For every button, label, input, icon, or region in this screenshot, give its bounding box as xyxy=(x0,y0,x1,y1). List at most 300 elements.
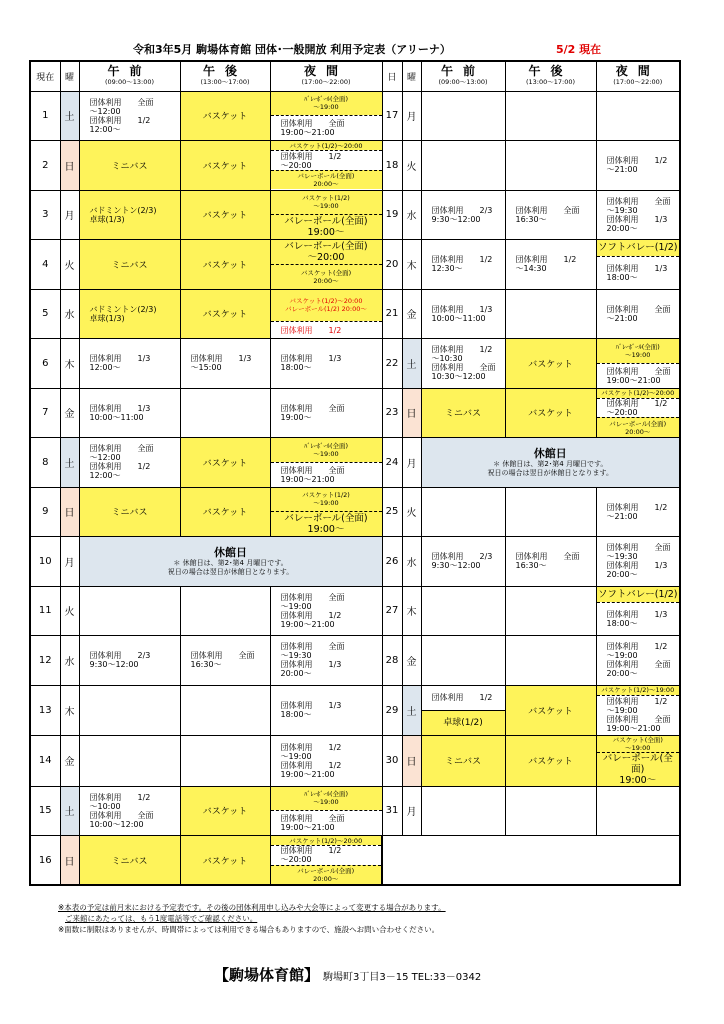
evening-slot-line: 19:00～21:00 xyxy=(280,128,335,138)
header-night-label: 夜間 xyxy=(303,64,348,79)
afternoon-slot xyxy=(180,438,270,488)
evening-slot-entry xyxy=(271,462,382,487)
evening-slot-line: 19:00～21:00 xyxy=(280,474,335,484)
afternoon-slot-content xyxy=(181,686,270,735)
morning-slot-content xyxy=(422,587,505,636)
weekday: 水 xyxy=(402,190,421,240)
evening-slot-line: バレーボール(全面) xyxy=(297,866,355,875)
evening-slot-content xyxy=(271,438,382,487)
evening-slot-line: 団体利用 1/2 xyxy=(606,399,668,409)
evening-slot-entry xyxy=(271,636,382,685)
evening-slot-content xyxy=(597,240,680,289)
evening-slot-line: 19:00～ xyxy=(619,774,657,786)
evening-slot-line: バスケット(1/2)～20:00 xyxy=(601,389,675,398)
evening-slot-content xyxy=(597,686,680,735)
afternoon-slot-content xyxy=(181,736,270,786)
morning-slot-content xyxy=(422,686,505,735)
day-number: 5 xyxy=(30,289,60,339)
evening-slot-line: 20:00～ xyxy=(280,669,312,679)
evening-slot-entry xyxy=(271,191,382,215)
evening-slot-line: バスケット(1/2) xyxy=(302,194,350,203)
afternoon-slot-content xyxy=(506,736,596,786)
evening-slot-entry xyxy=(597,636,680,685)
morning-slot-content xyxy=(80,240,180,289)
weekday: 金 xyxy=(60,388,79,438)
day-number: 16 xyxy=(30,836,60,886)
evening-slot xyxy=(596,190,680,240)
header-pm-label-2: 午後 xyxy=(528,64,573,79)
evening-slot xyxy=(596,388,680,438)
evening-slot xyxy=(596,735,680,786)
morning-slot-line: 団体利用 全面 xyxy=(89,97,154,107)
weekday: 木 xyxy=(402,240,421,290)
evening-slot-line: ～19:30 xyxy=(606,552,638,562)
weekday: 土 xyxy=(60,786,79,836)
day-row xyxy=(30,190,680,240)
evening-slot-entry xyxy=(597,695,680,734)
morning-slot-line: 9:30～12:00 xyxy=(431,561,481,571)
evening-slot-content xyxy=(271,141,382,190)
afternoon-slot-content xyxy=(506,389,596,438)
afternoon-slot-line: 団体利用 全面 xyxy=(515,552,580,562)
day-number: 28 xyxy=(382,636,402,686)
evening-slot-content xyxy=(597,290,680,339)
morning-slot xyxy=(79,836,180,886)
day-row xyxy=(30,339,680,389)
day-number: 31 xyxy=(382,786,402,836)
closed-day-right-note-2: 祝日の場合は翌日が休館日となります。 xyxy=(487,468,613,477)
morning-slot xyxy=(79,786,180,836)
evening-slot xyxy=(270,91,382,141)
header-pm-label: 午後 xyxy=(202,64,247,79)
day-number: 20 xyxy=(382,240,402,290)
evening-slot-line: ～19:00 xyxy=(280,751,312,761)
afternoon-slot xyxy=(505,190,596,240)
morning-slot-line: 団体利用 全面 xyxy=(431,363,496,373)
closed-day-right xyxy=(421,438,680,488)
evening-slot-entry xyxy=(271,92,382,116)
morning-slot xyxy=(421,190,505,240)
evening-slot xyxy=(596,91,680,141)
afternoon-slot xyxy=(505,586,596,636)
empty-cell xyxy=(382,836,680,886)
day-row xyxy=(30,735,680,786)
evening-slot-line: ～21:00 xyxy=(606,511,638,521)
evening-slot-line: ～20:00 xyxy=(606,408,638,418)
morning-slot xyxy=(79,586,180,636)
closed-day-right-heading: 休館日 xyxy=(533,446,567,460)
morning-slot-content xyxy=(422,736,505,786)
day-number: 25 xyxy=(382,487,402,537)
evening-slot-line: ﾊﾞﾚｰﾎﾞｰﾙ(全面) xyxy=(303,95,349,104)
evening-slot xyxy=(270,685,382,735)
evening-slot-entry xyxy=(271,787,382,811)
morning-slot-label: ミニバス xyxy=(444,409,481,420)
afternoon-slot xyxy=(180,586,270,636)
evening-slot-line: 団体利用 1/2 xyxy=(606,642,668,652)
morning-slot xyxy=(79,240,180,290)
morning-slot-line: 12:00～ xyxy=(89,363,121,373)
header-pm-time-2: (13:00～17:00) xyxy=(525,78,576,87)
evening-slot-entry xyxy=(597,417,680,437)
evening-slot-line: 団体利用 1/3 xyxy=(280,701,342,710)
afternoon-slot xyxy=(180,190,270,240)
evening-slot xyxy=(596,537,680,587)
afternoon-slot-label: バスケット xyxy=(202,260,248,271)
afternoon-slot-label: バスケット xyxy=(528,706,573,717)
header-genzai: 現在 xyxy=(30,61,60,91)
evening-slot-content xyxy=(597,191,680,240)
afternoon-slot-content xyxy=(506,537,596,586)
afternoon-slot-line: 団体利用 全面 xyxy=(190,651,255,661)
evening-slot xyxy=(596,636,680,686)
evening-slot-entry xyxy=(597,191,680,240)
evening-slot-entry xyxy=(271,290,382,322)
weekday: 木 xyxy=(402,586,421,636)
morning-slot-content xyxy=(80,787,180,836)
evening-slot-line: ～21:00 xyxy=(606,165,638,175)
weekday: 日 xyxy=(60,141,79,191)
evening-slot-entry xyxy=(597,537,680,586)
evening-slot-entry xyxy=(271,736,382,786)
afternoon-slot-content xyxy=(506,587,596,636)
morning-slot-label: ミニバス xyxy=(111,856,148,867)
evening-slot-entry xyxy=(597,488,680,537)
evening-slot-line: 団体利用 1/2 xyxy=(606,697,668,707)
day-row xyxy=(30,141,680,191)
afternoon-slot xyxy=(180,388,270,438)
weekday: 金 xyxy=(402,636,421,686)
evening-slot-line: 団体利用 全面 xyxy=(280,465,345,475)
morning-slot xyxy=(421,289,505,339)
evening-slot-line: ～19:30 xyxy=(280,651,312,661)
evening-slot-line: 団体利用 全面 xyxy=(606,304,671,314)
morning-slot-line: 10:00～11:00 xyxy=(89,412,144,422)
weekday: 火 xyxy=(402,141,421,191)
morning-slot xyxy=(79,685,180,735)
morning-slot xyxy=(79,636,180,686)
day-number: 3 xyxy=(30,190,60,240)
morning-slot-content xyxy=(422,290,505,339)
evening-slot-entry xyxy=(597,256,680,289)
afternoon-slot-content xyxy=(506,339,596,388)
header-am xyxy=(79,61,180,91)
header-am-2 xyxy=(421,61,505,91)
afternoon-slot-content xyxy=(506,92,596,141)
evening-slot-line: 団体利用 全面 xyxy=(280,642,345,652)
morning-slot xyxy=(421,91,505,141)
closed-day-left-note-1: ＊ 休館日は、第2･第4 月曜日です。 xyxy=(173,558,288,567)
afternoon-slot-line: 団体利用 全面 xyxy=(515,205,580,215)
morning-slot-line: バドミントン(2/3) xyxy=(89,205,157,215)
evening-slot-line: 団体利用 全面 xyxy=(606,366,671,376)
evening-slot-line: 団体利用 1/3 xyxy=(280,660,342,670)
evening-slot-content xyxy=(271,686,382,735)
evening-slot-entry xyxy=(271,810,382,835)
weekday: 月 xyxy=(402,91,421,141)
afternoon-slot xyxy=(505,537,596,587)
evening-slot-content xyxy=(597,339,680,388)
evening-slot-line: 20:00～ xyxy=(606,223,638,233)
day-number: 7 xyxy=(30,388,60,438)
morning-slot-content xyxy=(80,339,180,388)
weekday: 金 xyxy=(402,289,421,339)
day-row xyxy=(30,537,680,587)
evening-slot xyxy=(596,240,680,290)
evening-slot-line: 20:00～ xyxy=(625,427,651,436)
evening-slot-entry xyxy=(597,240,680,256)
evening-slot-content xyxy=(271,191,382,240)
evening-slot xyxy=(270,636,382,686)
evening-slot-line: ～19:30 xyxy=(606,205,638,215)
afternoon-slot-content xyxy=(181,587,270,636)
afternoon-slot xyxy=(180,240,270,290)
afternoon-slot-label: バスケット xyxy=(202,458,248,469)
evening-slot xyxy=(270,339,382,389)
evening-slot-line: 19:00～ xyxy=(307,524,345,536)
afternoon-slot xyxy=(180,685,270,735)
day-number: 10 xyxy=(30,537,60,587)
afternoon-slot-label: バスケット xyxy=(202,856,248,867)
afternoon-slot xyxy=(505,388,596,438)
evening-slot-line: 19:00～21:00 xyxy=(606,724,661,734)
evening-slot-entry xyxy=(597,398,680,418)
evening-slot-line: バレーボール(全面) xyxy=(602,752,673,775)
header-night-label-2: 夜間 xyxy=(615,64,660,79)
evening-slot-entry xyxy=(271,339,382,388)
evening-slot-content xyxy=(597,787,680,836)
afternoon-slot xyxy=(505,685,596,735)
evening-slot-line: バスケット(1/2)～20:00 xyxy=(289,141,363,150)
morning-slot xyxy=(79,735,180,786)
afternoon-slot xyxy=(180,735,270,786)
evening-slot-content xyxy=(271,787,382,836)
day-number: 22 xyxy=(382,339,402,389)
closed-day-left-heading: 休館日 xyxy=(214,545,247,559)
afternoon-slot-content xyxy=(506,488,596,537)
evening-slot-line: 団体利用 1/2 xyxy=(280,846,342,856)
afternoon-slot xyxy=(180,141,270,191)
morning-slot-line: バドミントン(2/3) xyxy=(89,304,157,314)
morning-slot-line: 団体利用 1/2 xyxy=(89,462,151,472)
morning-slot xyxy=(79,487,180,537)
evening-slot-entry xyxy=(597,752,680,786)
evening-slot-line: ～20:00 xyxy=(280,160,312,170)
evening-slot-line: バレーボール(全面) xyxy=(284,216,368,228)
morning-slot xyxy=(79,91,180,141)
evening-slot-entry xyxy=(271,488,382,512)
morning-slot-line: 団体利用 1/2 xyxy=(89,115,151,125)
afternoon-slot-label: バスケット xyxy=(528,359,573,370)
morning-slot-line: 卓球(1/3) xyxy=(89,313,125,323)
evening-slot-content xyxy=(597,92,680,141)
morning-slot-content xyxy=(80,488,180,537)
morning-slot-content xyxy=(422,141,505,190)
evening-slot-line: 団体利用 全面 xyxy=(280,814,345,824)
evening-slot-entry xyxy=(271,389,382,438)
weekday: 木 xyxy=(60,685,79,735)
morning-slot-content xyxy=(80,92,180,141)
evening-slot-line: ﾊﾞﾚｰﾎﾞｰﾙ(全面) xyxy=(303,790,349,799)
day-number: 9 xyxy=(30,487,60,537)
afternoon-slot xyxy=(180,289,270,339)
evening-slot-entry xyxy=(597,389,680,398)
evening-slot-line: バスケット(1/2)～19:00 xyxy=(601,686,675,695)
afternoon-slot xyxy=(505,91,596,141)
morning-slot-line: 団体利用 1/2 xyxy=(431,345,493,355)
weekday: 水 xyxy=(60,289,79,339)
morning-slot xyxy=(79,190,180,240)
morning-slot-label: ミニバス xyxy=(111,260,148,271)
evening-slot xyxy=(596,487,680,537)
header-day: 日 xyxy=(382,61,402,91)
afternoon-slot xyxy=(180,487,270,537)
evening-slot-line: バスケット(1/2)～20:00 xyxy=(289,836,363,845)
day-number: 24 xyxy=(382,438,402,488)
evening-slot-line: 18:00～ xyxy=(280,363,312,373)
morning-slot-content xyxy=(80,587,180,636)
morning-slot-line: 12:00～ xyxy=(89,471,121,481)
afternoon-slot-label: バスケット xyxy=(202,807,248,818)
evening-slot xyxy=(596,786,680,836)
weekday: 日 xyxy=(402,735,421,786)
day-number: 27 xyxy=(382,586,402,636)
afternoon-slot-content xyxy=(181,488,270,537)
morning-slot xyxy=(421,537,505,587)
morning-slot-line: 団体利用 1/2 xyxy=(431,255,493,265)
evening-slot-line: ～20:00 xyxy=(280,855,312,865)
evening-slot-entry xyxy=(271,150,382,170)
morning-slot-line: 団体利用 1/3 xyxy=(431,304,493,314)
evening-slot-line: 20:00～ xyxy=(313,276,339,285)
note-3: ※面数に制限はありませんが、時間帯によっては利用できる場合もありますので、施設へお問い合わせください。 xyxy=(58,925,440,934)
afternoon-slot-line: 団体利用 1/2 xyxy=(515,255,577,265)
evening-slot-line: ～19:00 xyxy=(313,499,339,508)
evening-slot-line: 団体利用 1/2 xyxy=(280,760,342,770)
morning-slot-content xyxy=(80,290,180,339)
day-row xyxy=(30,438,680,488)
header-night-time-2: (17:00～22:00) xyxy=(613,78,663,87)
weekday: 土 xyxy=(402,685,421,735)
morning-slot xyxy=(79,438,180,488)
morning-slot xyxy=(79,388,180,438)
morning-slot-content xyxy=(422,191,505,240)
weekday: 土 xyxy=(60,438,79,488)
afternoon-slot-content xyxy=(506,191,596,240)
evening-slot-line: 20:00～ xyxy=(606,669,638,679)
evening-slot xyxy=(270,388,382,438)
day-number: 17 xyxy=(382,91,402,141)
day-number: 4 xyxy=(30,240,60,290)
evening-slot-line: 団体利用 1/3 xyxy=(606,561,668,571)
morning-slot-line: 10:00～11:00 xyxy=(431,313,486,323)
morning-slot-line: 団体利用 1/3 xyxy=(89,354,151,364)
morning-slot-content xyxy=(80,389,180,438)
afternoon-slot-line: 16:30～ xyxy=(190,660,222,670)
afternoon-slot-label: バスケット xyxy=(202,508,248,519)
day-number: 19 xyxy=(382,190,402,240)
evening-slot-line: バレーボール(全面) xyxy=(284,240,368,252)
weekday: 土 xyxy=(402,339,421,389)
day-number: 15 xyxy=(30,786,60,836)
afternoon-slot-line: ～14:30 xyxy=(515,264,547,274)
weekday: 月 xyxy=(402,438,421,488)
day-number: 8 xyxy=(30,438,60,488)
morning-slot-line: 団体利用 全面 xyxy=(89,810,154,820)
weekday: 月 xyxy=(60,190,79,240)
morning-slot-content xyxy=(80,836,180,884)
schedule-table xyxy=(29,60,681,886)
closed-day-left-note-2: 祝日の場合は翌日が休館日となります。 xyxy=(167,567,294,576)
evening-slot-entry xyxy=(271,836,382,845)
evening-slot-entry xyxy=(271,321,382,338)
evening-slot-entry xyxy=(271,264,382,289)
afternoon-slot-content xyxy=(181,836,270,884)
evening-slot-line: 団体利用 1/3 xyxy=(280,354,342,364)
morning-slot-line: 10:30～12:00 xyxy=(431,372,486,382)
morning-slot-line: 団体利用 2/3 xyxy=(89,651,151,661)
day-row xyxy=(30,289,680,339)
evening-slot-content xyxy=(271,290,382,339)
afternoon-slot-content xyxy=(181,141,270,190)
evening-slot-line: 19:00～21:00 xyxy=(280,769,335,779)
evening-slot-line: バスケット(1/2) xyxy=(302,491,350,500)
afternoon-slot-content xyxy=(181,438,270,487)
note-2: ご来館にあたっては、もう1度電話等でご確認ください。 xyxy=(65,914,258,923)
note-1: ※本表の予定は前月末における予定表です。その後の団体利用申し込みや大会等によって変更する場合があります。 xyxy=(58,903,446,912)
evening-slot-line: 団体利用 全面 xyxy=(606,543,671,553)
morning-slot-content xyxy=(80,686,180,735)
afternoon-slot-label: バスケット xyxy=(202,112,248,123)
afternoon-slot xyxy=(505,636,596,686)
evening-slot xyxy=(270,438,382,488)
evening-slot-line: バレーボール(全面) xyxy=(284,513,368,525)
closed-day-left xyxy=(79,537,382,587)
evening-slot xyxy=(596,141,680,191)
morning-slot xyxy=(421,388,505,438)
evening-slot-line: ～19:00 xyxy=(606,706,638,716)
afternoon-slot-content xyxy=(506,240,596,289)
header-pm-time: (13:00～17:00) xyxy=(200,78,250,87)
evening-slot xyxy=(270,289,382,339)
afternoon-slot-label: バスケット xyxy=(528,757,573,767)
weekday: 火 xyxy=(60,586,79,636)
morning-slot-line: 団体利用 全面 xyxy=(89,444,154,454)
evening-slot-content xyxy=(597,537,680,586)
evening-slot-content xyxy=(597,636,680,685)
evening-slot-line: ～19:00 xyxy=(280,601,312,611)
evening-slot xyxy=(270,190,382,240)
evening-slot-line: ～19:00 xyxy=(625,350,651,359)
day-row xyxy=(30,487,680,537)
morning-slot-content xyxy=(422,787,505,836)
page-title: 令和3年5月 駒場体育館 団体･一般開放 利用予定表（アリーナ） xyxy=(133,43,451,56)
morning-slot xyxy=(421,339,505,389)
header-row xyxy=(30,61,680,91)
weekday: 水 xyxy=(60,636,79,686)
morning-slot-content xyxy=(80,191,180,240)
evening-slot-content xyxy=(271,389,382,438)
afternoon-slot-label: バスケット xyxy=(202,161,248,172)
evening-slot-line: 団体利用 1/3 xyxy=(606,214,668,224)
morning-slot-content xyxy=(422,240,505,289)
morning-slot-line: ～10:30 xyxy=(431,354,463,364)
evening-slot-line: ～19:00 xyxy=(313,103,339,112)
day-row xyxy=(30,786,680,836)
weekday: 土 xyxy=(60,91,79,141)
evening-slot-line: 団体利用 1/2 xyxy=(280,610,342,620)
afternoon-slot xyxy=(505,339,596,389)
